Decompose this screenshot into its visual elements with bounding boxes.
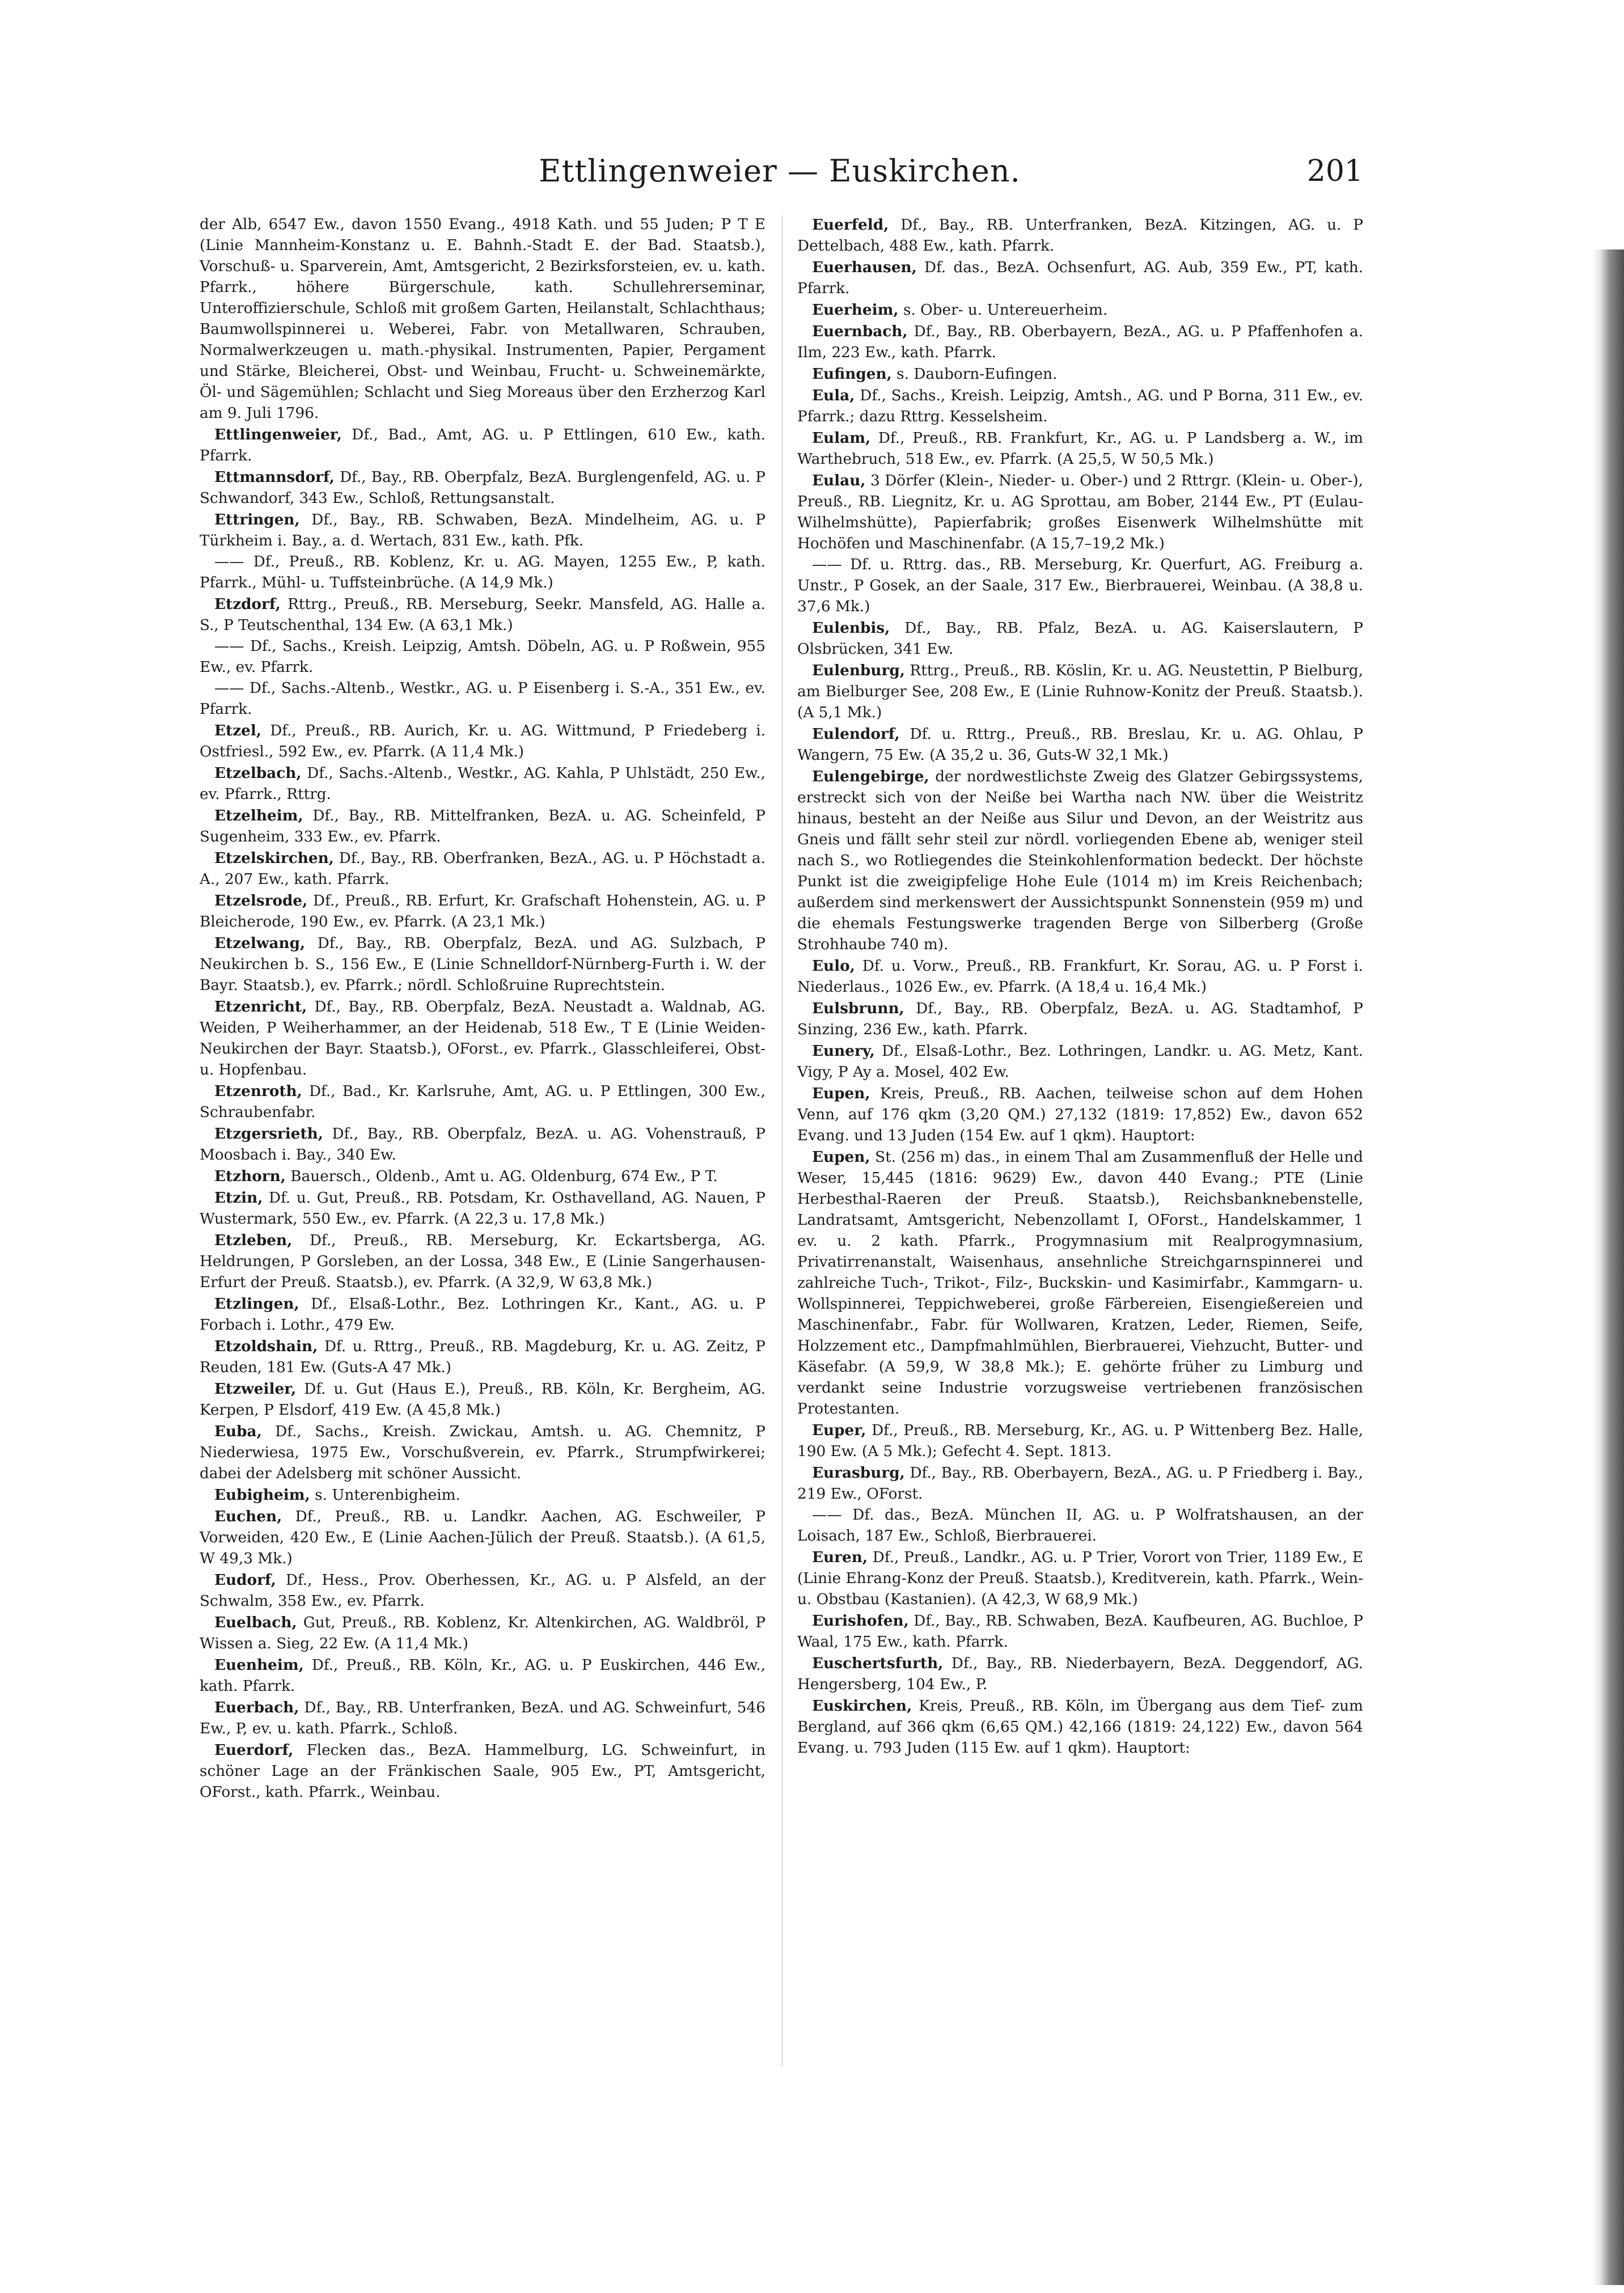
entry-headword: Euelbach,: [214, 1614, 297, 1631]
dictionary-entry: [200, 214, 766, 424]
entry-text: Df., Preuß., RB. Frankfurt, Kr., AG. u. P Landsberg a. W., im Warthebruch, 518 Ew., ev. Pfarrk. (A 25,5, W 50,5 Mk.): [797, 430, 1363, 468]
entry-text: Df. u. Vorw., Preuß., RB. Frankfurt, Kr. Sorau, AG. u. P Forst i. Niederlaus., 1026 Ew., ev. Pfarrk. (A 18,4 u. 16,4 Mk.): [797, 958, 1363, 996]
entry-text: Df., Sachs.-Altenb., Westkr., AG. Kahla, P Uhlstädt, 250 Ew., ev. Pfarrk., Rttrg.: [200, 765, 766, 803]
entry-text: Flecken das., BezA. Hammelburg, LG. Schweinfurt, in schöner Lage an der Fränkischen Saale, 905 Ew., PT, Amtsgericht, OForst., kath. Pfarrk., Weinbau.: [200, 1742, 766, 1801]
dictionary-entry: [200, 933, 766, 996]
entry-text: Rttrg., Preuß., RB. Merseburg, Seekr. Mansfeld, AG. Halle a. S., P Teutschenthal, 134 Ew. (A 63,1 Mk.): [200, 596, 766, 634]
entry-text: Df., Preuß., Landkr., AG. u. P Trier, Vorort von Trier, 1189 Ew., E (Linie Ehrang-Konz der Preuß. Staatsb.), Kreditverein, kath. Pfarrk., Wein- u. Obstbau (Kastanien). (A 42,3, W 68,9 Mk.): [797, 1549, 1363, 1608]
entry-text: —— Df. u. Rttrg. das., RB. Merseburg, Kr. Querfurt, AG. Freiburg a. Unstr., P Gosek, an der Saale, 317 Ew., Bierbrauerei, Weinbau. (A 38,8 u. 37,6 Mk.): [797, 556, 1363, 615]
entry-text: Df., Preuß., RB. Merseburg, Kr. Eckartsberga, AG. Heldrungen, P Gorsleben, an der Lossa, 348 Ew., E (Linie Sangerhausen-Erfurt der Preuß. Staatsb.), ev. Pfarrk. (A 32,9, W 63,8 Mk.): [200, 1232, 766, 1291]
entry-headword: Euba,: [214, 1423, 262, 1440]
dictionary-entry: [200, 890, 766, 933]
dictionary-entry: [200, 636, 766, 678]
dictionary-entry: [797, 321, 1363, 363]
entry-headword: Etzhorn,: [214, 1167, 286, 1185]
entry-text: Kreis, Preuß., RB. Köln, im Übergang aus dem Tief- zum Bergland, auf 366 qkm (6,65 QM.) 42,166 (1819: 24,122) Ew., davon 564 Evang. u. 793 Juden (115 Ew. auf 1 qkm). Hauptort:: [797, 1698, 1363, 1757]
entry-text: Df., Bay., RB. Pfalz, BezA. u. AG. Kaiserslautern, P Olsbrücken, 341 Ew.: [797, 620, 1363, 658]
dictionary-entry: [797, 955, 1363, 998]
dictionary-entry: [797, 1505, 1363, 1547]
entry-text: Gut, Preuß., RB. Koblenz, Kr. Altenkirchen, AG. Waldbröl, P Wissen a. Sieg, 22 Ew. (A 11,4 Mk.): [200, 1614, 766, 1652]
entry-text: Df., Bay., RB. Oberpfalz, BezA. u. AG. Vohenstrauß, P Moosbach i. Bay., 340 Ew.: [200, 1126, 766, 1164]
entry-headword: Etzenroth,: [214, 1082, 302, 1100]
dictionary-entry: [200, 1484, 766, 1506]
dictionary-entry: [797, 1083, 1363, 1146]
entry-text: —— Df., Sachs.-Altenb., Westkr., AG. u. P Eisenberg i. S.-A., 351 Ew., ev. Pfarrk.: [200, 680, 766, 718]
entry-text: Df., Bay., RB. Unterfranken, BezA. Kitzingen, AG. u. P Dettelbach, 488 Ew., kath. Pfarrk.: [797, 217, 1364, 255]
entry-text: Df., Hess., Prov. Oberhessen, Kr., AG. u. P Alsfeld, an der Schwalm, 358 Ew., ev. Pfarrk.: [200, 1572, 766, 1610]
dictionary-entry: [200, 467, 766, 509]
entry-text: Df., Preuß., RB. Erfurt, Kr. Grafschaft Hohenstein, AG. u. P Bleicherode, 190 Ew., ev. Pfarrk. (A 23,1 Mk.): [200, 892, 766, 930]
entry-text: Df., Bad., Amt, AG. u. P Ettlingen, 610 Ew., kath. Pfarrk.: [200, 426, 766, 464]
entry-text: Df., Bay., RB. Schwaben, BezA. Kaufbeuren, AG. Buchloe, P Waal, 175 Ew., kath. Pfarrk.: [797, 1613, 1363, 1651]
dictionary-entry: [200, 1740, 766, 1803]
entry-headword: Etzelskirchen,: [214, 849, 334, 867]
entry-headword: Ettlingenweier,: [214, 426, 342, 443]
dictionary-entry: [797, 555, 1363, 617]
entry-headword: Euernbach,: [812, 323, 908, 340]
entry-text: Df., Elsaß-Lothr., Bez. Lothringen, Landkr. u. AG. Metz, Kant. Vigy, P Ay a. Mosel, 402 Ew.: [797, 1043, 1364, 1081]
dictionary-entry: [200, 1506, 766, 1569]
dictionary-entry: [797, 299, 1363, 321]
entry-headword: Eulenbis,: [812, 619, 890, 637]
entry-headword: Etzelbach,: [214, 764, 302, 782]
entry-headword: Etzgersrieth,: [214, 1125, 323, 1143]
entry-text: Df., Bay., RB. Oberbayern, BezA., AG. u. P Friedberg i. Bay., 219 Ew., OForst.: [797, 1465, 1364, 1503]
dictionary-entry: [797, 385, 1363, 428]
entry-headword: Euerbach,: [214, 1699, 299, 1716]
dictionary-entry: [200, 509, 766, 552]
entry-text: der nordwestlichste Zweig des Glatzer Gebirgssystems, erstreckt sich von der Neiße bei Wartha nach NW. über die Weistritz hinaus, besteht an der Neiße aus Silur und Devon, an der Weistritz aus Gneis und fällt sehr steil zur nördl. vorliegenden Ebene ab, weniger steil nach S., wo Rotliegendes die Steinkohlenformation bedeckt. Der höchste Punkt ist die zweigipfelige Hohe Eule (1014 m) im Kreis Reichenbach; außerdem sind merkenswert der Aussichtspunkt Sonnenstein (959 m) und die ehemals Festungswerke tragenden Berge von Silberberg (Große Strohhaube 740 m).: [797, 768, 1363, 953]
dictionary-entry: [200, 594, 766, 636]
entry-text: Df., Bay., RB. Oberpfalz, BezA. Burglengenfeld, AG. u. P Schwandorf, 343 Ew., Schloß, Rettungsanstalt.: [200, 469, 766, 507]
entry-headword: Eubigheim,: [214, 1486, 310, 1504]
entry-text: —— Df., Preuß., RB. Koblenz, Kr. u. AG. Mayen, 1255 Ew., P, kath. Pfarrk., Mühl- u. Tuffsteinbrüche. (A 14,9 Mk.): [200, 553, 766, 591]
dictionary-entry: [200, 805, 766, 848]
entry-headword: Etzel,: [214, 722, 261, 739]
dictionary-entry: [797, 470, 1363, 555]
dictionary-entry: [200, 552, 766, 594]
entry-headword: Euren,: [812, 1549, 868, 1566]
entry-text: Df., Bay., RB. Oberpfalz, BezA. u. AG. Stadtamhof, P Sinzing, 236 Ew., kath. Pfarrk.: [797, 1000, 1363, 1038]
entry-headword: Euchen,: [214, 1508, 282, 1525]
entry-headword: Eulau,: [812, 472, 866, 489]
entry-text: Df., Bay., RB. Unterfranken, BezA. und AG. Schweinfurt, 546 Ew., P, ev. u. kath. Pfarrk., Schloß.: [200, 1699, 766, 1737]
dictionary-entry: [797, 724, 1363, 766]
entry-text: Df., Preuß., RB. Aurich, Kr. u. AG. Wittmund, P Friedeberg i. Ostfriesl., 592 Ew., ev. Pfarrk. (A 11,4 Mk.): [200, 722, 766, 760]
entry-headword: Etzlingen,: [214, 1295, 299, 1313]
entry-headword: Eupen,: [812, 1148, 870, 1166]
entry-text: Df., Bay., RB. Oberbayern, BezA., AG. u. P Pfaffenhofen a. Ilm, 223 Ew., kath. Pfarrk.: [797, 323, 1363, 361]
entry-headword: Etzweiler,: [214, 1380, 297, 1398]
dictionary-entry: [797, 257, 1363, 299]
dictionary-entry: [200, 720, 766, 763]
entry-text: Df., Bay., RB. Schwaben, BezA. Mindelheim, AG. u. P Türkheim i. Bay., a. d. Wertach, 831 Ew., kath. Pfk.: [200, 511, 766, 549]
entry-headword: Eulenburg,: [812, 662, 905, 679]
entry-headword: Eulam,: [812, 429, 871, 447]
dictionary-entry: [797, 1146, 1363, 1420]
right-column: [797, 214, 1363, 1759]
dictionary-entry: [200, 1655, 766, 1697]
entry-text: Df. u. Gut, Preuß., RB. Potsdam, Kr. Osthavelland, AG. Nauen, P Wustermark, 550 Ew., ev. Pfarrk. (A 22,3 u. 17,8 Mk.): [200, 1190, 766, 1228]
entry-headword: Euskirchen,: [812, 1697, 912, 1715]
entry-text: St. (256 m) das., in einem Thal am Zusammenfluß der Helle und Weser, 15,445 (1816: 9629) Ew., davon 440 Evang.; PTE (Linie Herbesthal-Raeren der Preuß. Staatsb.), Reichsbanknebenstelle, Landratsamt, Amtsgericht, Nebenzollamt I, OForst., Handelskammer, 1 ev. u. 2 kath. Pfarrk., Progymnasium mit Realprogymnasium, Privatirrenanstalt, Waisenhaus, ansehnliche Streichgarnspinnerei und zahlreiche Tuch-, Trikot-, Filz-, Buckskin- und Kasimirfabr., Kammgarn- u. Wollspinnerei, Teppichweberei, große Färbereien, Eisengießereien und Maschinenfabr., Fabr. für Wollwaren, Kratzen, Leder, Riemen, Seife, Holzzement etc., Dampfmahlmühlen, Bierbrauerei, Viehzucht, Butter- und Käsefabr. (A 59,9, W 38,8 Mk.); E. gehörte früher zu Limburg und verdankt seine Industrie vorzugsweise vertriebenen französischen Protestanten.: [797, 1149, 1364, 1418]
entry-text: Rttrg., Preuß., RB. Köslin, Kr. u. AG. Neustettin, P Bielburg, am Bielburger See, 208 Ew., E (Linie Ruhnow-Konitz der Preuß. Staatsb.). (A 5,1 Mk.): [797, 662, 1363, 721]
entry-headword: Euerfeld,: [812, 216, 889, 234]
dictionary-entry: [797, 214, 1363, 257]
entry-headword: Eurasburg,: [812, 1464, 905, 1482]
dictionary-entry: [200, 848, 766, 890]
entry-text: —— Df., Sachs., Kreish. Leipzig, Amtsh. Döbeln, AG. u. P Roßwein, 955 Ew., ev. Pfarrk.: [200, 638, 766, 676]
entry-headword: Ettmannsdorf,: [214, 468, 335, 486]
dictionary-entry: [200, 1569, 766, 1612]
left-column: [200, 214, 766, 1803]
dictionary-entry: [797, 363, 1363, 385]
entry-headword: Etzoldshain,: [214, 1338, 318, 1355]
dictionary-entry: [797, 617, 1363, 660]
entry-text: Df., Preuß., RB. Merseburg, Kr., AG. u. P Wittenberg Bez. Halle, 190 Ew. (A 5 Mk.); Gefecht 4. Sept. 1813.: [797, 1422, 1364, 1460]
entry-text: Df. u. Gut (Haus E.), Preuß., RB. Köln, Kr. Bergheim, AG. Kerpen, P Elsdorf, 419 Ew. (A 45,8 Mk.): [200, 1381, 766, 1419]
entry-headword: Etzelheim,: [214, 807, 303, 824]
entry-text: Df., Bay., RB. Oberfranken, BezA., AG. u. P Höchstadt a. A., 207 Ew., kath. Pfarrk.: [200, 850, 766, 888]
dictionary-entry: [797, 1040, 1363, 1083]
entry-headword: Eufingen,: [812, 365, 892, 383]
dictionary-entry: [797, 1420, 1363, 1462]
dictionary-entry: [797, 1547, 1363, 1610]
entry-text: Df., Bay., RB. Oberpfalz, BezA. und AG. Sulzbach, P Neukirchen b. S., 156 Ew., E (Linie Schnelldorf-Nürnberg-Furth i. W. der Bayr. Staatsb.), ev. Pfarrk.; nördl. Schloßruine Ruprechtstein.: [200, 935, 766, 994]
entry-text: Df. u. Rttrg., Preuß., RB. Magdeburg, Kr. u. AG. Zeitz, P Reuden, 181 Ew. (Guts-A 47 Mk.): [200, 1338, 766, 1376]
entry-text: Df., Bay., RB. Niederbayern, BezA. Deggendorf, AG. Hengersberg, 104 Ew., P.: [797, 1655, 1363, 1693]
dictionary-entry: [200, 996, 766, 1081]
entry-text: s. Dauborn-Eufingen.: [896, 366, 1058, 383]
entry-headword: Eupen,: [812, 1085, 870, 1102]
entry-text: —— Df. das., BezA. München II, AG. u. P Wolfratshausen, an der Loisach, 187 Ew., Schloß, Bierbrauerei.: [797, 1507, 1363, 1545]
entry-text: Df., Bad., Kr. Karlsruhe, Amt, AG. u. P Ettlingen, 300 Ew., Schraubenfabr.: [200, 1083, 766, 1121]
dictionary-entry: [200, 763, 766, 805]
entry-headword: Eulo,: [812, 957, 855, 975]
page-number: 201: [1306, 154, 1363, 188]
dictionary-entry: [200, 1378, 766, 1421]
entry-headword: Eulengebirge,: [812, 768, 929, 785]
book-spine-shadow: [1592, 249, 1624, 2285]
entry-headword: Eurishofen,: [812, 1612, 909, 1630]
entry-headword: Etzdorf,: [214, 595, 281, 613]
dictionary-entry: [797, 1653, 1363, 1695]
entry-headword: Eula,: [812, 387, 855, 404]
column-divider: [782, 215, 783, 2067]
entry-headword: Etzleben,: [214, 1232, 293, 1249]
entry-text: Df., Sachs., Kreish. Zwickau, Amtsh. u. AG. Chemnitz, P Niederwiesa, 1975 Ew., Vorschußverein, ev. Pfarrk., Strumpfwirkerei; dabei der Adelsberg mit schöner Aussicht.: [200, 1423, 766, 1482]
dictionary-entry: [200, 1187, 766, 1230]
entry-text: s. Ober- u. Untereuerheim.: [903, 302, 1108, 319]
entry-text: Bauersch., Oldenb., Amt u. AG. Oldenburg, 674 Ew., P T.: [290, 1168, 718, 1185]
entry-text: der Alb, 6547 Ew., davon 1550 Evang., 4918 Kath. und 55 Juden; P T E (Linie Mannheim-Konstanz u. E. Bahnh.-Stadt E. der Bad. Staatsb.), Vorschuß- u. Sparverein, Amt, Amtsgericht, 2 Bezirksforsteien, ev. u. kath. Pfarrk., höhere Bürgerschule, kath. Schullehrerseminar, Unteroffizierschule, Schloß mit großem Garten, Heilanstalt, Schlachthaus; Baumwollspinnerei u. Weberei, Fabr. von Metallwaren, Schrauben, Normalwerkzeugen u. math.-physikal. Instrumenten, Papier, Pergament und Stärke, Bleicherei, Obst- und Weinbau, Frucht- u. Schweinemärkte, Öl- und Sägemühlen; Schlacht und Sieg Moreaus über den Erzherzog Karl am 9. Juli 1796.: [200, 216, 766, 422]
dictionary-entry: [200, 1081, 766, 1123]
dictionary-entry: [200, 1612, 766, 1655]
entry-headword: Euerdorf,: [214, 1741, 294, 1759]
entry-headword: Euschertsfurth,: [812, 1655, 944, 1672]
entry-text: Df. das., BezA. Ochsenfurt, AG. Aub, 359 Ew., PT, kath. Pfarrk.: [797, 259, 1364, 297]
dictionary-entry: [797, 1462, 1363, 1505]
dictionary-entry: [200, 678, 766, 720]
dictionary-entry: [200, 1293, 766, 1336]
entry-headword: Euenheim,: [214, 1656, 304, 1674]
dictionary-entry: [200, 1336, 766, 1378]
entry-headword: Etzelsrode,: [214, 892, 308, 909]
entry-text: Df. u. Rttrg., Preuß., RB. Breslau, Kr. u. AG. Ohlau, P Wangern, 75 Ew. (A 35,2 u. 36, Guts-W 32,1 Mk.): [797, 726, 1363, 764]
entry-text: Kreis, Preuß., RB. Aachen, teilweise schon auf dem Hohen Venn, auf 176 qkm (3,20 QM.) 27,132 (1819: 17,852) Ew., davon 652 Evang. und 13 Juden (154 Ew. auf 1 qkm). Hauptort:: [797, 1085, 1363, 1144]
dictionary-entry: [200, 1230, 766, 1293]
dictionary-entry: [797, 766, 1363, 955]
entry-text: Df., Bay., RB. Oberpfalz, BezA. Neustadt a. Waldnab, AG. Weiden, P Weiherhammer, an der Heidenab, 518 Ew., T E (Linie Weiden-Neukirchen der Bayr. Staatsb.), OForst., ev. Pfarrk., Glasschleiferei, Obst- u. Hopfenbau.: [200, 999, 766, 1078]
entry-headword: Euper,: [812, 1422, 866, 1439]
dictionary-entry: [200, 1697, 766, 1740]
dictionary-entry: [200, 1123, 766, 1166]
dictionary-entry: [200, 1166, 766, 1187]
entry-headword: Euerheim,: [812, 301, 899, 319]
entry-text: s. Unterenbigheim.: [315, 1487, 460, 1504]
entry-headword: Eudorf,: [214, 1571, 276, 1589]
entry-text: Df., Sachs., Kreish. Leipzig, Amtsh., AG. und P Borna, 311 Ew., ev. Pfarrk.; dazu Rttrg. Kesselsheim.: [797, 387, 1364, 425]
entry-headword: Etzelwang,: [214, 934, 306, 952]
dictionary-entry: [200, 1421, 766, 1484]
entry-headword: Eunery,: [812, 1042, 875, 1060]
entry-headword: Etzenricht,: [214, 998, 307, 1016]
dictionary-entry: [797, 1695, 1363, 1759]
entry-headword: Ettringen,: [214, 511, 300, 528]
page-title: Ettlingenweier — Euskirchen.: [539, 153, 1021, 189]
entry-text: Df., Bay., RB. Mittelfranken, BezA. u. AG. Scheinfeld, P Sugenheim, 333 Ew., ev. Pfarrk.: [200, 807, 766, 845]
dictionary-entry: [200, 424, 766, 467]
dictionary-entry: [797, 998, 1363, 1040]
entry-headword: Eulendorf,: [812, 725, 900, 743]
entry-headword: Etzin,: [214, 1189, 263, 1207]
dictionary-entry: [797, 660, 1363, 724]
entry-text: Df., Elsaß-Lothr., Bez. Lothringen Kr., Kant., AG. u. P Forbach i. Lothr., 479 Ew.: [200, 1296, 766, 1334]
dictionary-entry: [797, 1610, 1363, 1653]
entry-headword: Euerhausen,: [812, 259, 917, 276]
entry-headword: Eulsbrunn,: [812, 1000, 904, 1017]
dictionary-entry: [797, 428, 1363, 470]
entry-text: Df., Preuß., RB. u. Landkr. Aachen, AG. Eschweiler, P Vorweiden, 420 Ew., E (Linie Aachen-Jülich der Preuß. Staatsb.). (A 61,5, W 49,3 Mk.): [200, 1508, 766, 1567]
page-header: [196, 149, 1363, 194]
entry-text: Df., Preuß., RB. Köln, Kr., AG. u. P Euskirchen, 446 Ew., kath. Pfarrk.: [200, 1657, 766, 1695]
entry-text: 3 Dörfer (Klein-, Nieder- u. Ober-) und 2 Rttrgr. (Klein- u. Ober-), Preuß., RB. Liegnitz, Kr. u. AG Sprottau, am Bober, 2144 Ew., PT (Eulau-Wilhelmshütte), Papierfabrik; großes Eisenwerk Wilhelmshütte mit Hochöfen und Maschinenfabr. (A 15,7–19,2 Mk.): [797, 472, 1363, 552]
